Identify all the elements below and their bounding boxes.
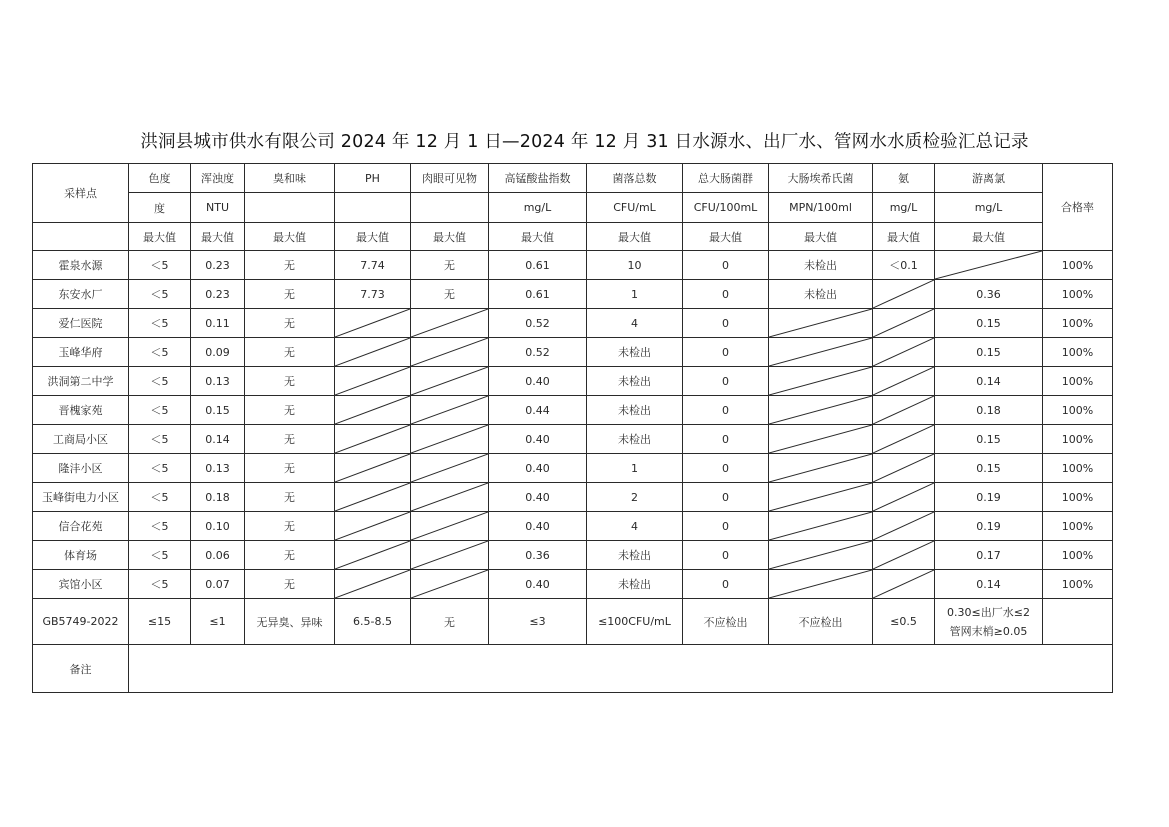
header-row-units bbox=[33, 193, 1113, 223]
value-cell: ＜5 bbox=[129, 483, 191, 512]
value-cell: 0.13 bbox=[191, 454, 245, 483]
slash-mark bbox=[411, 338, 488, 366]
value-cell: 0.14 bbox=[935, 367, 1043, 396]
not-applicable-cell bbox=[411, 425, 489, 454]
not-applicable-cell bbox=[335, 454, 411, 483]
not-applicable-cell bbox=[769, 396, 873, 425]
pass-rate-cell: 100% bbox=[1043, 541, 1113, 570]
pass-rate-cell: 100% bbox=[1043, 367, 1113, 396]
value-cell: 7.74 bbox=[335, 251, 411, 280]
header-param-unit: CFU/100mL bbox=[683, 193, 769, 223]
standard-limit-cell: ≤3 bbox=[489, 599, 587, 645]
value-cell: 无 bbox=[245, 396, 335, 425]
value-cell: 无 bbox=[245, 483, 335, 512]
value-cell: 0.15 bbox=[191, 396, 245, 425]
slash-mark bbox=[873, 512, 934, 540]
header-param-name: 浑浊度 bbox=[191, 164, 245, 193]
value-cell: ＜5 bbox=[129, 251, 191, 280]
table-row bbox=[33, 396, 1113, 425]
slash-mark bbox=[411, 512, 488, 540]
sampling-point-name: 信合花苑 bbox=[33, 512, 129, 541]
slash-mark bbox=[411, 570, 488, 598]
table-row bbox=[33, 483, 1113, 512]
pass-rate-cell: 100% bbox=[1043, 570, 1113, 599]
not-applicable-cell bbox=[335, 570, 411, 599]
header-param-unit: mg/L bbox=[873, 193, 935, 223]
value-cell: 无 bbox=[245, 541, 335, 570]
header-param-stat: 最大值 bbox=[587, 223, 683, 251]
value-cell: 未检出 bbox=[769, 251, 873, 280]
slash-mark bbox=[335, 396, 410, 424]
value-cell: 0.17 bbox=[935, 541, 1043, 570]
header-param-unit bbox=[411, 193, 489, 223]
not-applicable-cell bbox=[873, 425, 935, 454]
standard-pass-cell bbox=[1043, 599, 1113, 645]
standard-limit-cell: ≤15 bbox=[129, 599, 191, 645]
header-param-stat: 最大值 bbox=[411, 223, 489, 251]
value-cell: 未检出 bbox=[587, 396, 683, 425]
header-param-stat: 最大值 bbox=[489, 223, 587, 251]
sampling-point-name: 工商局小区 bbox=[33, 425, 129, 454]
standard-limit-cell: 不应检出 bbox=[769, 599, 873, 645]
slash-mark bbox=[335, 338, 410, 366]
value-cell: 2 bbox=[587, 483, 683, 512]
value-cell: 0.14 bbox=[191, 425, 245, 454]
header-param-unit: mg/L bbox=[489, 193, 587, 223]
header-param-stat: 最大值 bbox=[683, 223, 769, 251]
value-cell: 0 bbox=[683, 338, 769, 367]
header-param-name: 臭和味 bbox=[245, 164, 335, 193]
not-applicable-cell bbox=[873, 396, 935, 425]
value-cell: 0.19 bbox=[935, 483, 1043, 512]
value-cell: 0.40 bbox=[489, 425, 587, 454]
value-cell: ＜5 bbox=[129, 541, 191, 570]
slash-mark bbox=[935, 251, 1042, 279]
slash-mark bbox=[411, 425, 488, 453]
header-param-unit: NTU bbox=[191, 193, 245, 223]
value-cell: 0 bbox=[683, 396, 769, 425]
sampling-point-name: 爱仁医院 bbox=[33, 309, 129, 338]
value-cell: 0.18 bbox=[191, 483, 245, 512]
value-cell: 0.40 bbox=[489, 367, 587, 396]
slash-mark bbox=[335, 541, 410, 569]
pass-rate-cell: 100% bbox=[1043, 454, 1113, 483]
not-applicable-cell bbox=[873, 309, 935, 338]
value-cell: 未检出 bbox=[587, 570, 683, 599]
value-cell: 0 bbox=[683, 570, 769, 599]
slash-mark bbox=[335, 425, 410, 453]
slash-mark bbox=[335, 570, 410, 598]
value-cell: 0.23 bbox=[191, 280, 245, 309]
value-cell: ＜5 bbox=[129, 396, 191, 425]
not-applicable-cell bbox=[335, 396, 411, 425]
value-cell: 无 bbox=[245, 251, 335, 280]
value-cell: 0.14 bbox=[935, 570, 1043, 599]
value-cell: 0.13 bbox=[191, 367, 245, 396]
value-cell: 0.40 bbox=[489, 512, 587, 541]
value-cell: 0.40 bbox=[489, 454, 587, 483]
header-param-name: 游离氯 bbox=[935, 164, 1043, 193]
header-param-stat: 最大值 bbox=[769, 223, 873, 251]
header-param-stat: 最大值 bbox=[873, 223, 935, 251]
value-cell: 1 bbox=[587, 454, 683, 483]
not-applicable-cell bbox=[873, 570, 935, 599]
value-cell: 未检出 bbox=[587, 367, 683, 396]
header-param-name: 菌落总数 bbox=[587, 164, 683, 193]
header-param-unit bbox=[245, 193, 335, 223]
not-applicable-cell bbox=[335, 338, 411, 367]
not-applicable-cell bbox=[769, 541, 873, 570]
pass-rate-cell: 100% bbox=[1043, 425, 1113, 454]
value-cell: 无 bbox=[245, 309, 335, 338]
not-applicable-cell bbox=[335, 367, 411, 396]
value-cell: 0.61 bbox=[489, 280, 587, 309]
slash-mark bbox=[873, 396, 934, 424]
table-row bbox=[33, 309, 1113, 338]
slash-mark bbox=[335, 512, 410, 540]
sampling-point-name: 晋槐家苑 bbox=[33, 396, 129, 425]
pass-rate-cell: 100% bbox=[1043, 338, 1113, 367]
value-cell: ＜5 bbox=[129, 280, 191, 309]
value-cell: 0 bbox=[683, 280, 769, 309]
slash-mark bbox=[769, 541, 872, 569]
header-sampling-point: 采样点 bbox=[33, 164, 129, 223]
value-cell: 无 bbox=[245, 512, 335, 541]
not-applicable-cell bbox=[769, 512, 873, 541]
standard-limit-cell: ≤0.5 bbox=[873, 599, 935, 645]
not-applicable-cell bbox=[873, 454, 935, 483]
slash-mark bbox=[769, 338, 872, 366]
slash-mark bbox=[873, 483, 934, 511]
table-row bbox=[33, 367, 1113, 396]
not-applicable-cell bbox=[411, 338, 489, 367]
not-applicable-cell bbox=[411, 367, 489, 396]
table-row bbox=[33, 512, 1113, 541]
slash-mark bbox=[873, 425, 934, 453]
value-cell: 0.10 bbox=[191, 512, 245, 541]
pass-rate-cell: 100% bbox=[1043, 280, 1113, 309]
not-applicable-cell bbox=[411, 570, 489, 599]
not-applicable-cell bbox=[769, 425, 873, 454]
sampling-point-name: 宾馆小区 bbox=[33, 570, 129, 599]
value-cell: 0.07 bbox=[191, 570, 245, 599]
header-param-name: PH bbox=[335, 164, 411, 193]
not-applicable-cell bbox=[873, 541, 935, 570]
value-cell: 1 bbox=[587, 280, 683, 309]
pass-rate-cell: 100% bbox=[1043, 396, 1113, 425]
value-cell: 无 bbox=[411, 251, 489, 280]
sampling-point-name: 体育场 bbox=[33, 541, 129, 570]
value-cell: ＜5 bbox=[129, 309, 191, 338]
value-cell: ＜5 bbox=[129, 338, 191, 367]
value-cell: 无 bbox=[245, 367, 335, 396]
value-cell: 未检出 bbox=[587, 425, 683, 454]
header-param-stat: 最大值 bbox=[935, 223, 1043, 251]
slash-mark bbox=[769, 396, 872, 424]
header-param-name: 总大肠菌群 bbox=[683, 164, 769, 193]
slash-mark bbox=[873, 541, 934, 569]
water-quality-table bbox=[32, 163, 1113, 693]
value-cell: 0.52 bbox=[489, 338, 587, 367]
header-param-unit: CFU/mL bbox=[587, 193, 683, 223]
value-cell: 0.61 bbox=[489, 251, 587, 280]
sampling-point-name: 玉峰街电力小区 bbox=[33, 483, 129, 512]
value-cell: 0.40 bbox=[489, 570, 587, 599]
slash-mark bbox=[873, 338, 934, 366]
slash-mark bbox=[769, 425, 872, 453]
slash-mark bbox=[873, 280, 934, 308]
value-cell: 0.36 bbox=[489, 541, 587, 570]
slash-mark bbox=[769, 570, 872, 598]
value-cell: 0.15 bbox=[935, 338, 1043, 367]
header-param-name: 高锰酸盐指数 bbox=[489, 164, 587, 193]
not-applicable-cell bbox=[873, 483, 935, 512]
not-applicable-cell bbox=[873, 367, 935, 396]
slash-mark bbox=[769, 512, 872, 540]
chlorine-limit-line-2: 管网末梢≥0.05 bbox=[949, 624, 1028, 638]
value-cell: ＜5 bbox=[129, 512, 191, 541]
pass-rate-cell: 100% bbox=[1043, 512, 1113, 541]
slash-mark bbox=[769, 483, 872, 511]
not-applicable-cell bbox=[411, 483, 489, 512]
value-cell: 0.11 bbox=[191, 309, 245, 338]
value-cell: 无 bbox=[245, 280, 335, 309]
header-param-stat: 最大值 bbox=[129, 223, 191, 251]
value-cell: 0 bbox=[683, 541, 769, 570]
table-row bbox=[33, 280, 1113, 309]
pass-rate-cell: 100% bbox=[1043, 309, 1113, 338]
standard-chlorine-cell bbox=[935, 599, 1043, 645]
not-applicable-cell bbox=[411, 396, 489, 425]
value-cell: ＜5 bbox=[129, 367, 191, 396]
standard-limit-cell: 不应检出 bbox=[683, 599, 769, 645]
slash-mark bbox=[873, 570, 934, 598]
slash-mark bbox=[411, 541, 488, 569]
document-title: 洪洞县城市供水有限公司 2024 年 12 月 1 日—2024 年 12 月 31 日水源水、出厂水、管网水水质检验汇总记录 bbox=[140, 132, 1029, 152]
value-cell: 0.23 bbox=[191, 251, 245, 280]
not-applicable-cell bbox=[769, 483, 873, 512]
not-applicable-cell bbox=[411, 454, 489, 483]
value-cell: 无 bbox=[245, 338, 335, 367]
value-cell: 0 bbox=[683, 309, 769, 338]
value-cell: 0.52 bbox=[489, 309, 587, 338]
remarks-row bbox=[33, 645, 1113, 693]
value-cell: 0 bbox=[683, 425, 769, 454]
standard-limit-cell: ≤100CFU/mL bbox=[587, 599, 683, 645]
header-param-unit bbox=[335, 193, 411, 223]
header-empty-cell bbox=[33, 223, 129, 251]
not-applicable-cell bbox=[873, 512, 935, 541]
sampling-point-name: 隆沣小区 bbox=[33, 454, 129, 483]
not-applicable-cell bbox=[873, 280, 935, 309]
value-cell: 无 bbox=[245, 570, 335, 599]
slash-mark bbox=[769, 367, 872, 395]
slash-mark bbox=[769, 454, 872, 482]
not-applicable-cell bbox=[335, 425, 411, 454]
value-cell: ＜0.1 bbox=[873, 251, 935, 280]
value-cell: 0.15 bbox=[935, 454, 1043, 483]
header-pass-rate: 合格率 bbox=[1043, 164, 1113, 251]
header-param-name: 肉眼可见物 bbox=[411, 164, 489, 193]
standard-limit-cell: 无 bbox=[411, 599, 489, 645]
table-row bbox=[33, 425, 1113, 454]
not-applicable-cell bbox=[335, 309, 411, 338]
not-applicable-cell bbox=[769, 454, 873, 483]
slash-mark bbox=[873, 309, 934, 337]
header-param-unit: MPN/100ml bbox=[769, 193, 873, 223]
value-cell: 0.15 bbox=[935, 309, 1043, 338]
value-cell: 10 bbox=[587, 251, 683, 280]
table-row bbox=[33, 541, 1113, 570]
sampling-point-name: 洪洞第二中学 bbox=[33, 367, 129, 396]
value-cell: 0.19 bbox=[935, 512, 1043, 541]
not-applicable-cell bbox=[411, 309, 489, 338]
value-cell: 无 bbox=[411, 280, 489, 309]
slash-mark bbox=[335, 367, 410, 395]
not-applicable-cell bbox=[769, 367, 873, 396]
slash-mark bbox=[335, 483, 410, 511]
value-cell: 0.18 bbox=[935, 396, 1043, 425]
standard-name: GB5749-2022 bbox=[33, 599, 129, 645]
table-row bbox=[33, 570, 1113, 599]
slash-mark bbox=[873, 367, 934, 395]
value-cell: ＜5 bbox=[129, 454, 191, 483]
header-param-unit: 度 bbox=[129, 193, 191, 223]
value-cell: 4 bbox=[587, 512, 683, 541]
value-cell: 0 bbox=[683, 512, 769, 541]
not-applicable-cell bbox=[411, 512, 489, 541]
table-row bbox=[33, 454, 1113, 483]
slash-mark bbox=[769, 309, 872, 337]
slash-mark bbox=[411, 309, 488, 337]
not-applicable-cell bbox=[873, 338, 935, 367]
header-param-stat: 最大值 bbox=[191, 223, 245, 251]
remarks-label: 备注 bbox=[33, 645, 129, 693]
sampling-point-name: 玉峰华府 bbox=[33, 338, 129, 367]
not-applicable-cell bbox=[335, 512, 411, 541]
slash-mark bbox=[335, 454, 410, 482]
remarks-content bbox=[129, 645, 1113, 693]
pass-rate-cell: 100% bbox=[1043, 483, 1113, 512]
value-cell: 4 bbox=[587, 309, 683, 338]
value-cell: ＜5 bbox=[129, 425, 191, 454]
value-cell: 无 bbox=[245, 454, 335, 483]
value-cell: 0 bbox=[683, 483, 769, 512]
header-row-names bbox=[33, 164, 1113, 193]
header-param-name: 氨 bbox=[873, 164, 935, 193]
not-applicable-cell bbox=[769, 309, 873, 338]
slash-mark bbox=[411, 396, 488, 424]
slash-mark bbox=[411, 454, 488, 482]
not-applicable-cell bbox=[335, 483, 411, 512]
value-cell: 无 bbox=[245, 425, 335, 454]
sampling-point-name: 霍泉水源 bbox=[33, 251, 129, 280]
chlorine-limit-line-1: 0.30≤出厂水≤2 bbox=[947, 605, 1030, 619]
value-cell: ＜5 bbox=[129, 570, 191, 599]
standard-limit-cell: 无异臭、异味 bbox=[245, 599, 335, 645]
not-applicable-cell bbox=[411, 541, 489, 570]
header-param-name: 大肠埃希氏菌 bbox=[769, 164, 873, 193]
not-applicable-cell bbox=[769, 570, 873, 599]
value-cell: 未检出 bbox=[769, 280, 873, 309]
header-param-stat: 最大值 bbox=[245, 223, 335, 251]
value-cell: 0.36 bbox=[935, 280, 1043, 309]
header-param-stat: 最大值 bbox=[335, 223, 411, 251]
value-cell: 0.06 bbox=[191, 541, 245, 570]
not-applicable-cell bbox=[769, 338, 873, 367]
value-cell: 0 bbox=[683, 251, 769, 280]
pass-rate-cell: 100% bbox=[1043, 251, 1113, 280]
value-cell: 7.73 bbox=[335, 280, 411, 309]
value-cell: 未检出 bbox=[587, 541, 683, 570]
sampling-point-name: 东安水厂 bbox=[33, 280, 129, 309]
value-cell: 0.09 bbox=[191, 338, 245, 367]
not-applicable-cell bbox=[335, 541, 411, 570]
value-cell: 0.44 bbox=[489, 396, 587, 425]
standard-limit-cell: ≤1 bbox=[191, 599, 245, 645]
value-cell: 0.15 bbox=[935, 425, 1043, 454]
not-applicable-cell bbox=[935, 251, 1043, 280]
slash-mark bbox=[411, 367, 488, 395]
header-row-stat bbox=[33, 223, 1113, 251]
value-cell: 0 bbox=[683, 454, 769, 483]
slash-mark bbox=[873, 454, 934, 482]
value-cell: 未检出 bbox=[587, 338, 683, 367]
standard-row bbox=[33, 599, 1113, 645]
slash-mark bbox=[411, 483, 488, 511]
value-cell: 0.40 bbox=[489, 483, 587, 512]
table-row bbox=[33, 338, 1113, 367]
header-param-unit: mg/L bbox=[935, 193, 1043, 223]
table-row bbox=[33, 251, 1113, 280]
slash-mark bbox=[335, 309, 410, 337]
value-cell: 0 bbox=[683, 367, 769, 396]
header-param-name: 色度 bbox=[129, 164, 191, 193]
standard-limit-cell: 6.5-8.5 bbox=[335, 599, 411, 645]
